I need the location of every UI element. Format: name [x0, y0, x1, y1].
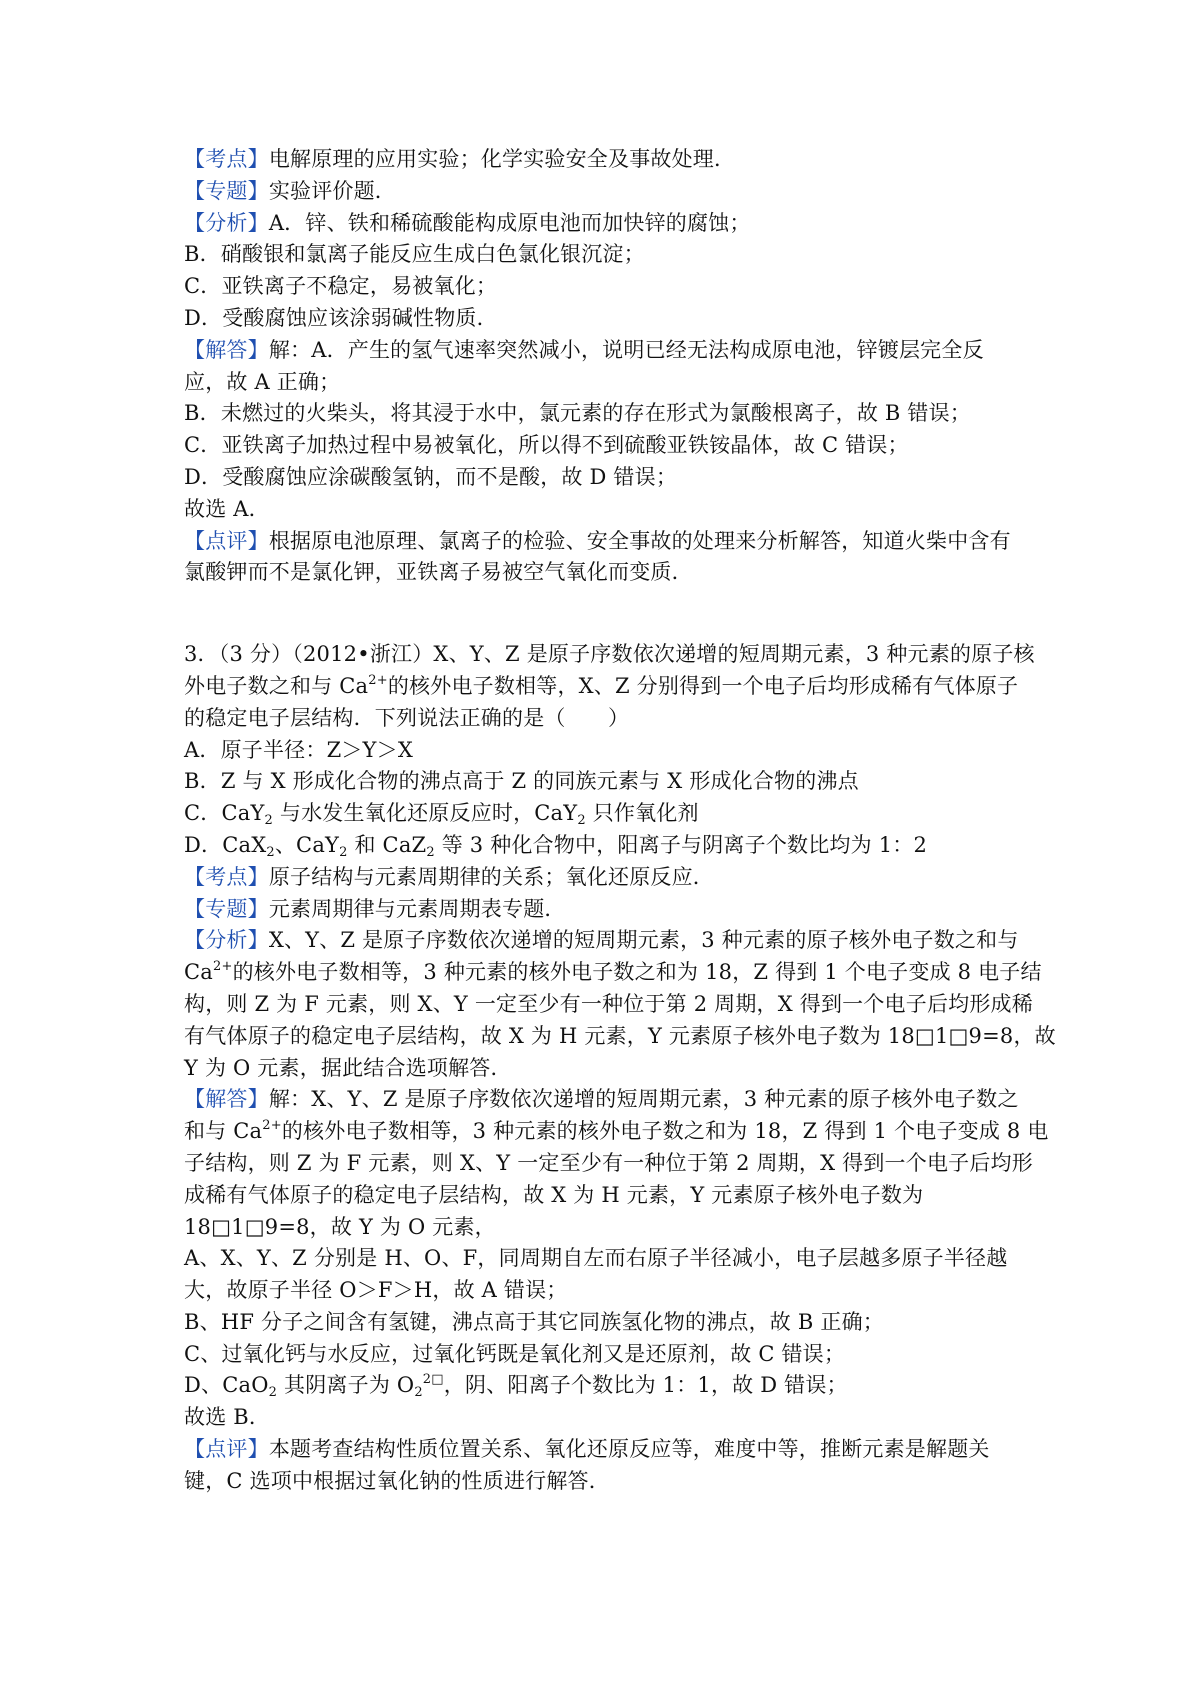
- kaodian-tag: 【考点】: [184, 864, 269, 889]
- q2-zhuanti: 【专题】实验评价题．: [184, 178, 397, 203]
- q3-jieda-line: C、过氧化钙与水反应，过氧化钙既是氧化剂又是还原剂，故 C 错误；: [184, 1341, 846, 1366]
- fenxi-tag: 【分析】: [184, 210, 269, 235]
- q2-jieda-line: C．亚铁离子加热过程中易被氧化，所以得不到硫酸亚铁铵晶体，故 C 错误；: [184, 433, 909, 458]
- q3-jieda-line: 成稀有气体原子的稳定电子层结构，故 X 为 H 元素，Y 元素原子核外电子数为: [184, 1182, 924, 1207]
- q3-jieda-line: 和与 $Ca^{2+}$的核外电子数相等，3 种元素的核外电子数之和为 18，Z 得到 1 个电子变成 8 电: [184, 1118, 1049, 1144]
- q3-jieda-line: D、CaO$_2$ 其阴离子为 $O_2^{2□}$，阴、阳离子个数比为 1：1，故 D 错误；: [184, 1372, 848, 1401]
- q3-kaodian: 【考点】原子结构与元素周期律的关系；氧化还原反应．: [184, 864, 715, 889]
- q3-stem-line: 的稳定电子层结构．下列说法正确的是（ ）: [184, 705, 630, 730]
- dianping-tag: 【点评】: [184, 1437, 269, 1462]
- dianping-tag: 【点评】: [184, 528, 269, 553]
- q3-jieda-line: 18□1□9=8，故 Y 为 O 元素，: [184, 1214, 496, 1239]
- q3-fenxi: 【分析】X、Y、Z 是原子序数依次递增的短周期元素，3 种元素的原子核外电子数之和与: [184, 928, 1019, 953]
- q3-jieda: 【解答】解：X、Y、Z 是原子序数依次递增的短周期元素，3 种元素的原子核外电子数之: [184, 1087, 1019, 1112]
- q2-jieda-line: D．受酸腐蚀应涂碳酸氢钠，而不是酸，故 D 错误；: [184, 464, 678, 489]
- q2-jieda-line: B．未燃过的火柴头，将其浸于水中，氯元素的存在形式为氯酸根离子，故 B 错误；: [184, 401, 972, 426]
- q2-jieda: 【解答】解：A．产生的氢气速率突然减小，说明已经无法构成原电池，锌镀层完全反: [184, 337, 984, 362]
- q3-fenxi-line: 有气体原子的稳定电子层结构，故 X 为 H 元素，Y 元素原子核外电子数为 18□1□9=8，故: [184, 1023, 1056, 1048]
- q3-stem-line: 外电子数之和与 $Ca^{2+}$的核外电子数相等，X、Z 分别得到一个电子后均形成稀有气体原子: [184, 672, 1019, 698]
- q3-option-d: D．CaX$_2$、CaY$_2$ 和 CaZ$_2$ 等 3 种化合物中，阳离子与阴离子个数比均为 1：2: [184, 832, 928, 860]
- zhuanti-tag: 【专题】: [184, 896, 269, 921]
- document-body: [184, 144, 1056, 1498]
- zhuanti-tag: 【专题】: [184, 178, 269, 203]
- q3-jieda-line: 故选 B．: [184, 1405, 271, 1430]
- q2-fenxi-line: C．亚铁离子不稳定，易被氧化；: [184, 274, 498, 299]
- q2-dianping-line: 氯酸钾而不是氯化钾，亚铁离子易被空气氧化而变质．: [184, 560, 693, 585]
- q3-jieda-line: 子结构，则 Z 为 F 元素，则 X、Y 一定至少有一种位于第 2 周期，X 得到一个电子后均形: [184, 1150, 1033, 1175]
- q3-jieda-line: B、HF 分子之间含有氢键，沸点高于其它同族氢化物的沸点，故 B 正确；: [184, 1309, 884, 1334]
- q2-jieda-line: 故选 A．: [184, 496, 270, 521]
- q3-option-b: B．Z 与 X 形成化合物的沸点高于 Z 的同族元素与 X 形成化合物的沸点: [184, 769, 859, 794]
- q2-fenxi-line: B．硝酸银和氯离子能反应生成白色氯化银沉淀；: [184, 242, 645, 267]
- q3-jieda-line: 大，故原子半径 O＞F＞H，故 A 错误；: [184, 1278, 568, 1303]
- q2-kaodian: 【考点】电解原理的应用实验；化学实验安全及事故处理．: [184, 147, 736, 171]
- q3-fenxi-line: Y 为 O 元素，据此结合选项解答．: [184, 1055, 512, 1080]
- q3-stem-line: 3．（3 分）（2012•浙江）X、Y、Z 是原子序数依次递增的短周期元素，3 种元素的原子核: [184, 642, 1035, 667]
- q3-dianping-line: 键，C 选项中根据过氧化钠的性质进行解答．: [184, 1468, 610, 1493]
- q3-option-a: A．原子半径：Z＞Y＞X: [184, 737, 413, 762]
- q3-dianping: 【点评】本题考查结构性质位置关系、氧化还原反应等，难度中等，推断元素是解题关: [184, 1437, 990, 1462]
- q3-jieda-line: A、X、Y、Z 分别是 H、O、F，同周期自左而右原子半径减小，电子层越多原子半径越: [184, 1246, 1008, 1271]
- q2-fenxi: 【分析】A．锌、铁和稀硫酸能构成原电池而加快锌的腐蚀；: [184, 210, 751, 235]
- q3-fenxi-line: $Ca^{2+}$的核外电子数相等，3 种元素的核外电子数之和为 18，Z 得到 1 个电子变成 8 电子结: [184, 959, 1042, 985]
- q2-jieda-line: 应，故 A 正确；: [184, 369, 341, 394]
- jieda-tag: 【解答】: [184, 337, 269, 362]
- q3-zhuanti: 【专题】元素周期律与元素周期表专题．: [184, 896, 566, 921]
- section-gap: [184, 589, 1040, 639]
- kaodian-tag: 【考点】: [184, 147, 269, 171]
- q2-fenxi-line: D．受酸腐蚀应该涂弱碱性物质．: [184, 305, 498, 330]
- fenxi-tag: 【分析】: [184, 928, 269, 953]
- q3-fenxi-line: 构，则 Z 为 F 元素，则 X、Y 一定至少有一种位于第 2 周期，X 得到一个电子后均形成稀: [184, 991, 1033, 1016]
- q2-dianping: 【点评】根据原电池原理、氯离子的检验、安全事故的处理来分析解答，知道火柴中含有: [184, 528, 1011, 553]
- jieda-tag: 【解答】: [184, 1087, 269, 1112]
- q3-option-c: C．CaY$_2$ 与水发生氧化还原反应时，CaY$_2$ 只作氧化剂: [184, 801, 699, 829]
